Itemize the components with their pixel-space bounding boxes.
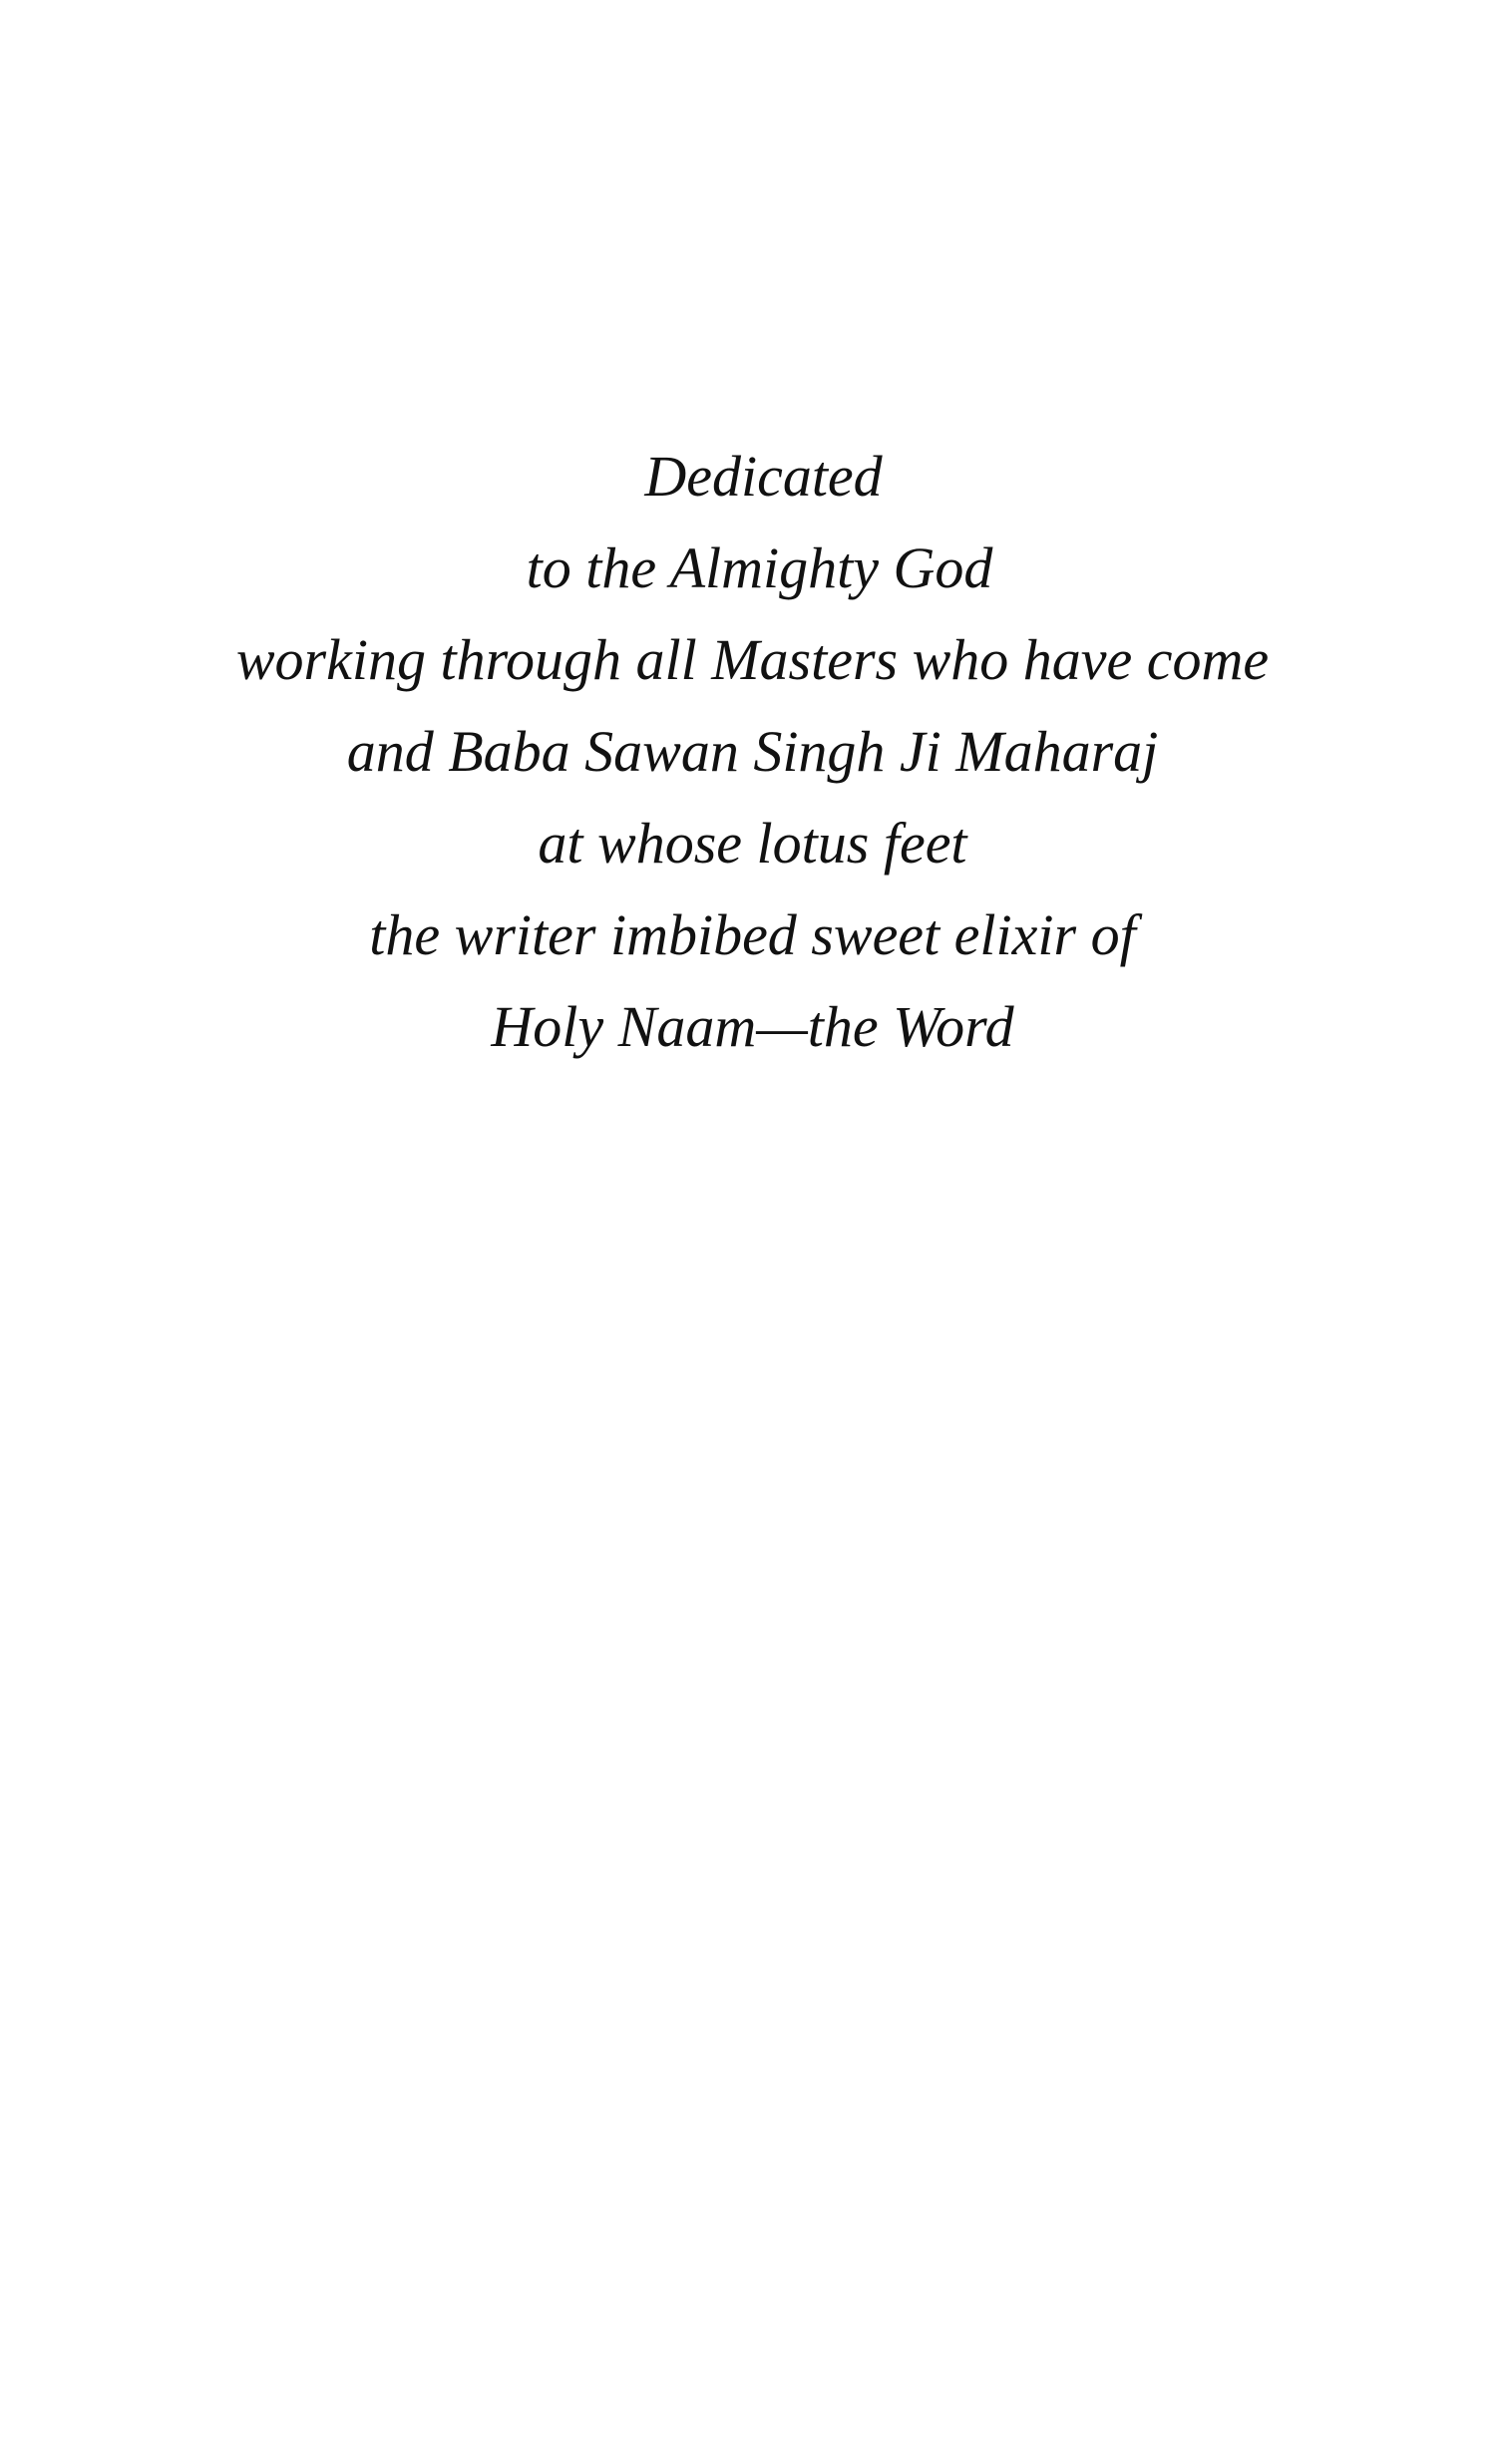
dedication-block xyxy=(0,431,1505,1073)
dedication-line-3: working through all Masters who have come xyxy=(235,627,1270,692)
dedication-line-5: at whose lotus feet xyxy=(538,811,967,876)
dedication-line-4: and Baba Sawan Singh Ji Maharaj xyxy=(346,719,1159,784)
dedication-line-7: Holy Naam—the Word xyxy=(491,994,1014,1059)
dedication-line-6: the writer imbibed sweet elixir of xyxy=(369,902,1136,967)
dedication-line-1: Dedicated xyxy=(644,444,883,509)
dedication-line-2: to the Almighty God xyxy=(526,535,993,600)
